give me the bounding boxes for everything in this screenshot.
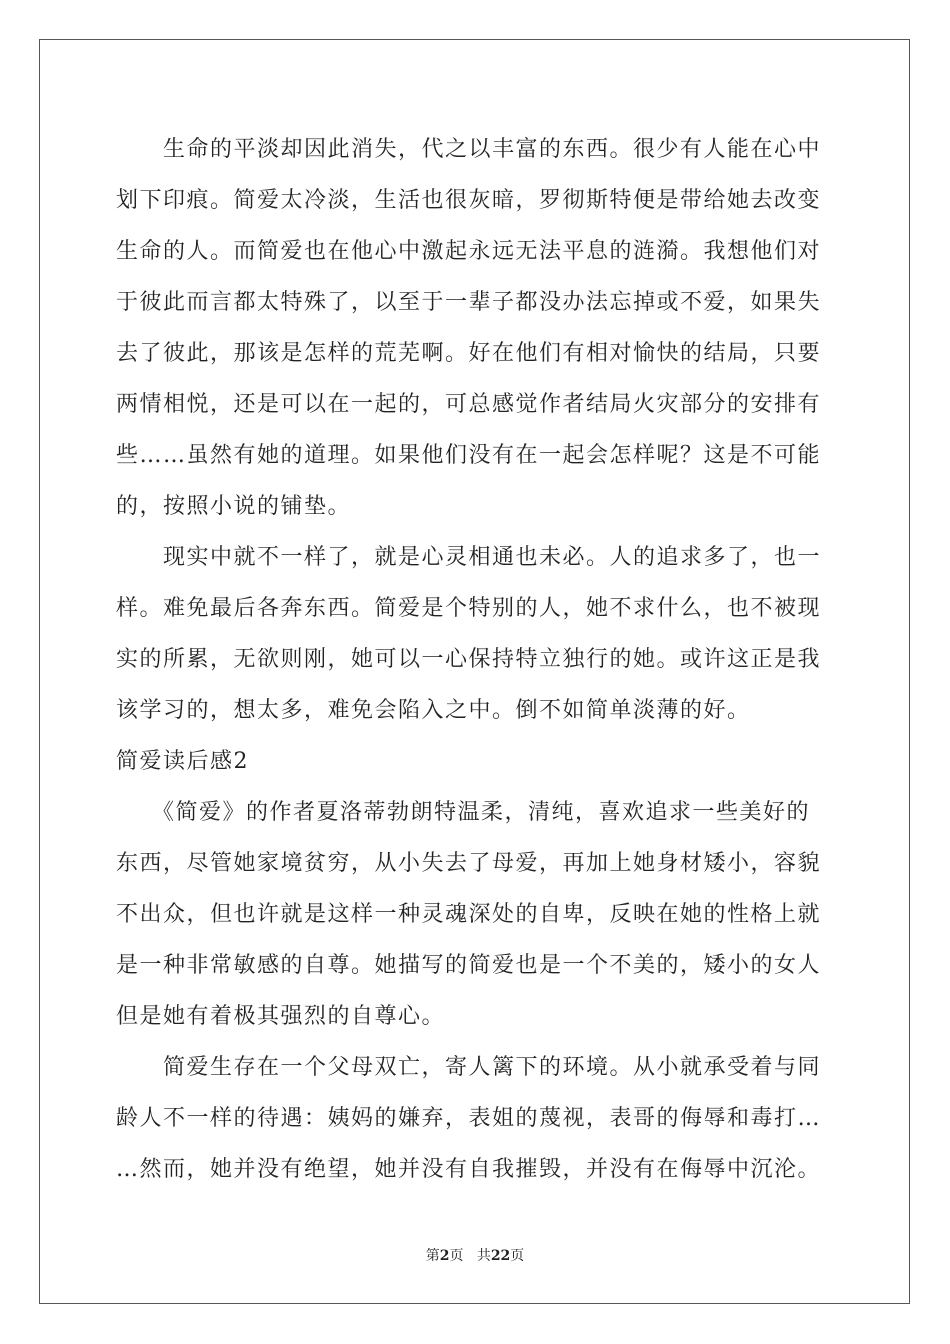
text-line: 不出众，但也许就是这样一种灵魂深处的自卑，反映在她的性格上就	[116, 902, 822, 927]
text-line: 划下印痕。简爱太冷淡，生活也很灰暗，罗彻斯特便是带给她去改变	[116, 188, 822, 213]
text-line: 但是她有着极其强烈的自尊心。	[116, 1004, 446, 1029]
text-line: 于彼此而言都太特殊了，以至于一辈子都没办法忘掉或不爱，如果失	[116, 290, 822, 315]
text-line: 龄人不一样的待遇：姨妈的嫌弃，表姐的蔑视，表哥的侮辱和毒打…	[116, 1106, 822, 1131]
text-line: 的，按照小说的铺垫。	[116, 494, 352, 519]
text-line: 两情相悦，还是可以在一起的，可总感觉作者结局火灾部分的安排有	[116, 392, 822, 417]
page-unit: 页	[449, 1248, 464, 1264]
text-line: 简爱生存在一个父母双亡，寄人篱下的环境。从小就承受着与同	[116, 1055, 822, 1080]
total-pages: 22	[490, 1248, 511, 1264]
text-line: 现实中就不一样了，就是心灵相通也未必。人的追求多了，也一	[116, 545, 822, 570]
document-body	[116, 124, 832, 1195]
total-label: 共	[476, 1248, 491, 1264]
text-line: 该学习的，想太多，难免会陷入之中。倒不如简单淡薄的好。	[116, 698, 751, 723]
page-footer	[0, 1245, 950, 1265]
text-line: 东西，尽管她家境贫穷，从小失去了母爱，再加上她身材矮小，容貌	[116, 851, 822, 876]
section-heading: 简爱读后感2	[116, 749, 249, 774]
text-line: 样。难免最后各奔东西。简爱是个特别的人，她不求什么，也不被现	[116, 596, 822, 621]
text-line: 些……虽然有她的道理。如果他们没有在一起会怎样呢？这是不可能	[116, 443, 822, 468]
text-line: 是一种非常敏感的自尊。她描写的简爱也是一个不美的，矮小的女人	[116, 953, 822, 978]
text-line: 生命的平淡却因此消失，代之以丰富的东西。很少有人能在心中	[116, 137, 822, 162]
total-unit: 页	[510, 1248, 525, 1264]
page-number: 2	[439, 1248, 450, 1264]
text-line: 《简爱》的作者夏洛蒂勃朗特温柔，清纯，喜欢追求一些美好的	[116, 800, 811, 825]
text-line: 实的所累，无欲则刚，她可以一心保持特立独行的她。或许这正是我	[116, 647, 822, 672]
text-line: 去了彼此，那该是怎样的荒芜啊。好在他们有相对愉快的结局，只要	[116, 341, 822, 366]
page-label: 第	[425, 1248, 440, 1264]
text-line: 生命的人。而简爱也在他心中激起永远无法平息的涟漪。我想他们对	[116, 239, 822, 264]
text-line: …然而，她并没有绝望，她并没有自我摧毁，并没有在侮辱中沉沦。	[116, 1157, 822, 1182]
